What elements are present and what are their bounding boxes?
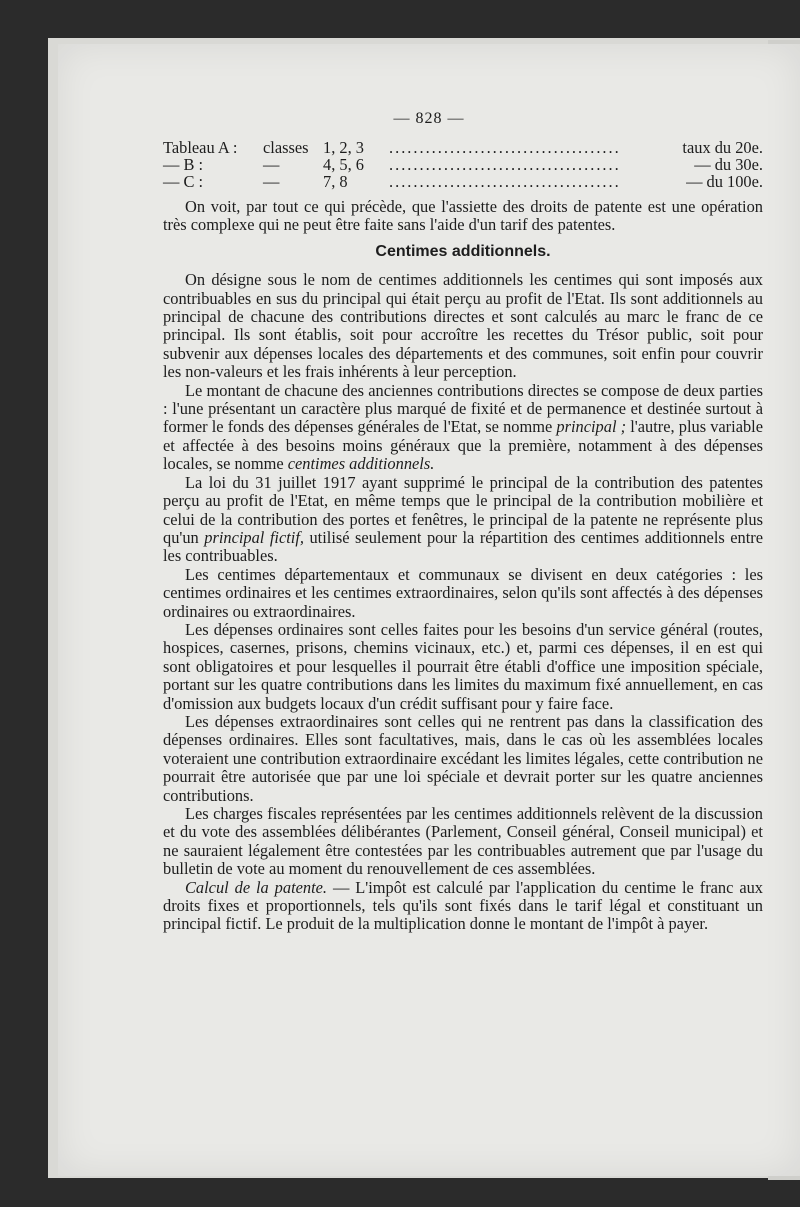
dot-leader: ...................................... (389, 173, 621, 190)
paragraph-8: Calcul de la patente. — L'impôt est calculé par l'application du centime le franc aux droits fixes et proportionnels, tels qu'ils sont fixés dans le tarif légal et constituant un principal fictif. Le produit de la multiplication donne le montant de l'impôt à payer. (163, 877, 763, 934)
section-heading: Centimes additionnels. (375, 242, 551, 260)
tableau (163, 139, 763, 190)
paragraph-7: Les charges fiscales représentées par les centimes additionnels relèvent de la discussion et du vote des assemblées délibérantes (Parlement, Conseil général, Conseil municipal) et ne sauraient légalement être contestées par les contribuables autrement que par l'usage du bulletin de vote au moment du renouvellement de ces assemblées. (163, 804, 763, 879)
italic-calcul-title: Calcul de la patente. (185, 877, 328, 897)
italic-centimes: centimes additionnels. (287, 454, 435, 474)
italic-fictif: principal fictif, (204, 527, 304, 547)
dot-leader: ...................................... (389, 139, 621, 156)
tableau-row-a: Tableau A : classes 1, 2, 3 ...................................... taux du 20e. (163, 138, 763, 157)
page-content (163, 139, 763, 934)
italic-principal: principal ; (556, 417, 627, 437)
paragraph-4: Les centimes départementaux et communaux se divisent en deux catégories : les centimes ordinaires et les centimes extraordinaires, selon qu'ils sont affectés à des dépenses ordinaires ou extraordinaires. (163, 564, 763, 621)
tableau-row-c: — C : — 7, 8 ...................................... — du 100e. (163, 172, 763, 191)
paragraph-2: Le montant de chacune des anciennes contributions directes se compose de deux parties : l'une présentant un caractère plus marqué de fixité et de permanence et destinée surtout à former le fonds des dépenses générales de l'Etat, se nomme principal ; l'autre, plus variable et affectée à des besoins moins généraux que la première, notamment à des dépenses locales, se nomme centimes additionnels. (163, 380, 763, 474)
page-number: — 828 — (393, 110, 465, 127)
paragraph-3: La loi du 31 juillet 1917 ayant supprimé le principal de la contribution des patentes perçu au profit de l'Etat, en même temps que le principal de la contribution mobilière et celui de la contribution des portes et fenêtres, le principal de la patente ne représente plus qu'un principal fictif, utilisé seulement pour la répartition des centimes additionnels entre les contribuables. (163, 472, 764, 566)
dot-leader: ...................................... (389, 156, 621, 173)
paragraph-6: Les dépenses extraordinaires sont celles qui ne rentrent pas dans la classification des dépenses ordinaires. Elles sont facultatives, mais, dans le cas où les assemblées locales voteraient une contribution extraordinaire excédant les limites légales, cette contribution ne pourrait être autorisée que par une loi spéciale et devrait porter sur les quatre anciennes contributions. (163, 711, 763, 805)
paragraph-1: On désigne sous le nom de centimes additionnels les centimes qui sont imposés aux contribuables en sus du principal qui était perçu au profit de l'Etat. Ils sont additionnels au principal de chacune des contributions directes et sont calculés au marc le franc de ce principal. Ils sont établis, soit pour accroître les recettes du Trésor public, soit pour subvenir aux dépenses locales des départements et des communes, soit enfin pour couvrir les non-valeurs et les frais inhérents à leur perception. (163, 270, 763, 382)
book-page (58, 44, 800, 1176)
tableau-row-b: — B : — 4, 5, 6 ...................................... — du 30e. (163, 155, 763, 174)
paragraph-5: Les dépenses ordinaires sont celles faites pour les besoins d'un service général (routes, hospices, casernes, prisons, chemins vicinaux, etc.) et, parmi ces dépenses, il en est qui sont obligatoires et pour lesquelles il pourrait être établi d'office une imposition spéciale, portant sur les quatre contributions dans les limites du maximum fixé annuellement, en cas d'omission aux budgets locaux d'un crédit suffisant pour y faire face. (163, 619, 763, 713)
intro-paragraph: On voit, par tout ce qui précède, que l'assiette des droits de patente est une opération très complexe qui ne peut être faite sans l'aide d'un tarif des patentes. (163, 197, 763, 235)
